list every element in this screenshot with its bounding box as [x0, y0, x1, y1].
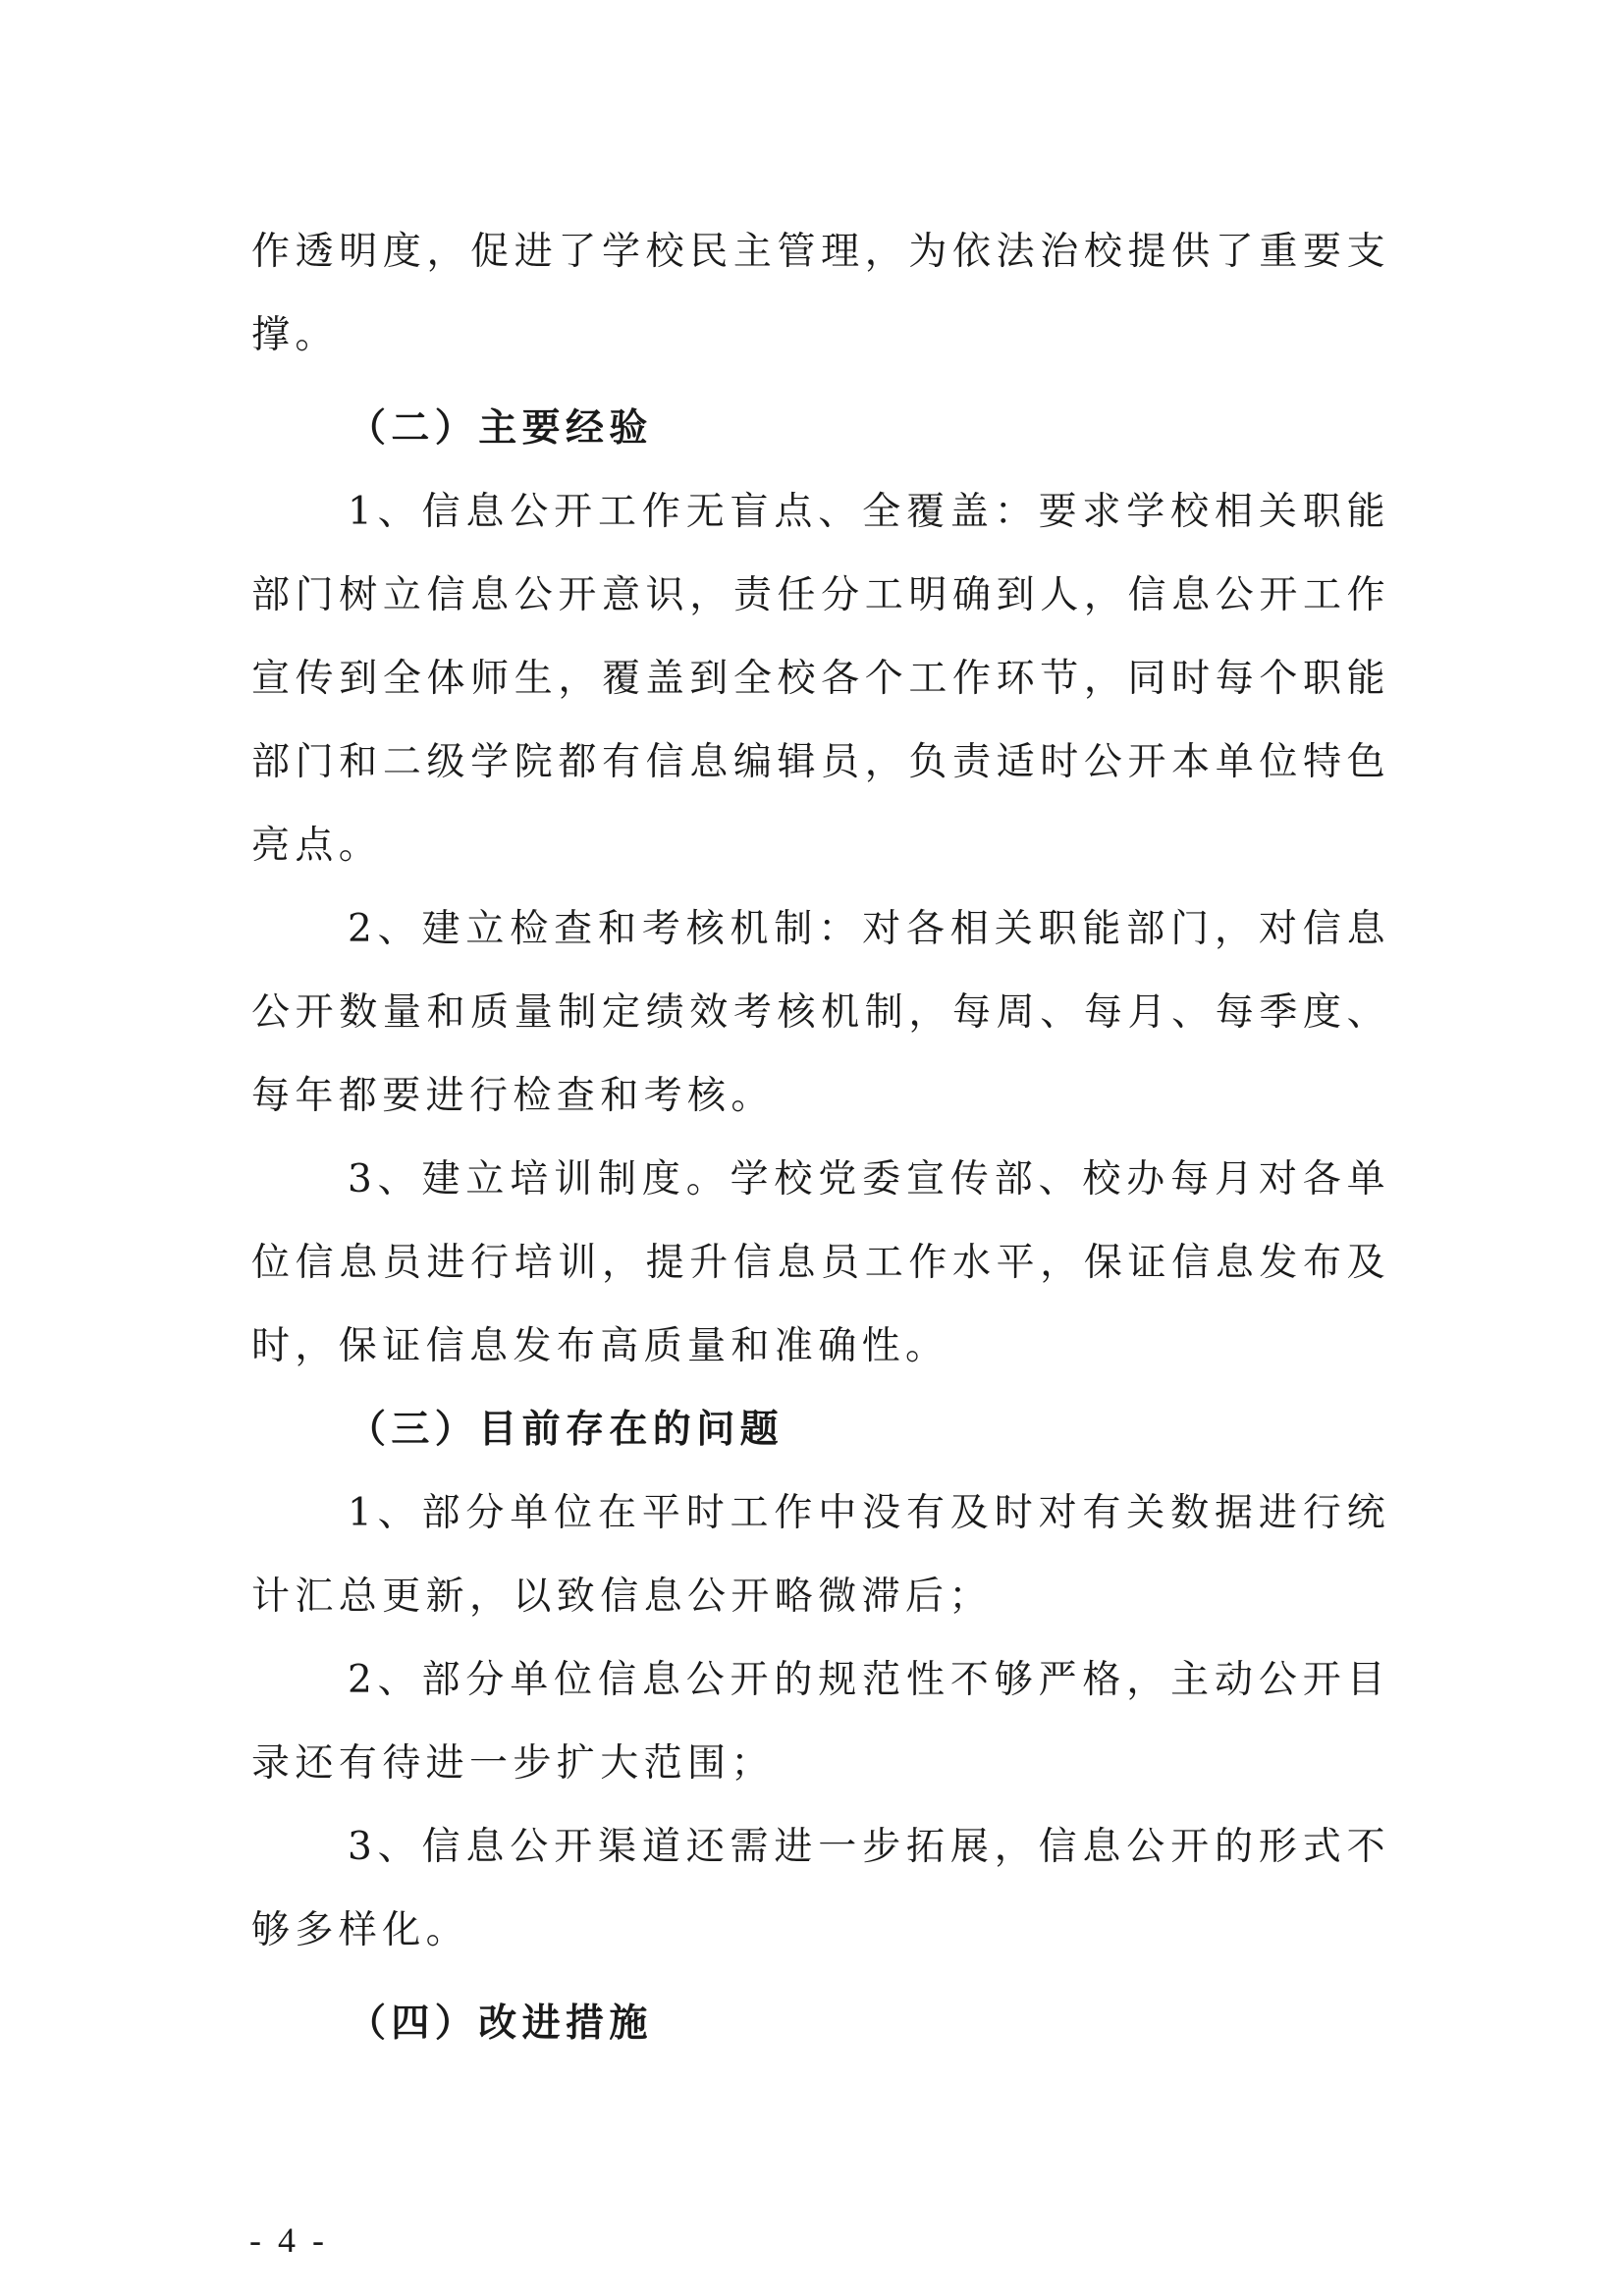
paragraph-problem-3: 3、信息公开渠道还需进一步拓展，信息公开的形式不够多样化。 — [251, 1825, 1390, 1952]
page-number: - 4 - — [249, 2220, 328, 2260]
paragraph-continuation: 作透明度，促进了学校民主管理，为依法治校提供了重要支撑。 — [251, 230, 1390, 357]
paragraph-experience-1: 1、信息公开工作无盲点、全覆盖：要求学校相关职能部门树立信息公开意识，责任分工明确到人，信息公开工作宣传到全体师生，覆盖到全校各个工作环节，同时每个职能部门和二级学院都有信息编辑员，负责适时公开本单位特色亮点。 — [251, 490, 1390, 868]
paragraph-problem-1: 1、部分单位在平时工作中没有及时对有关数据进行统计汇总更新，以致信息公开略微滞后； — [251, 1491, 1390, 1619]
section-heading-current-problems: （三）目前存在的问题 — [348, 1407, 785, 1452]
document-body — [251, 210, 1390, 2065]
section-heading-main-experience: （二）主要经验 — [348, 405, 653, 451]
section-heading-improvement-measures: （四）改进措施 — [348, 2001, 653, 2046]
paragraph-problem-2: 2、部分单位信息公开的规范性不够严格，主动公开目录还有待进一步扩大范围； — [251, 1658, 1390, 1786]
paragraph-experience-2: 2、建立检查和考核机制：对各相关职能部门，对信息公开数量和质量制定绩效考核机制，每周、每月、每季度、每年都要进行检查和考核。 — [251, 907, 1390, 1118]
paragraph-experience-3: 3、建立培训制度。学校党委宣传部、校办每月对各单位信息员进行培训，提升信息员工作水平，保证信息发布及时，保证信息发布高质量和准确性。 — [251, 1157, 1390, 1368]
